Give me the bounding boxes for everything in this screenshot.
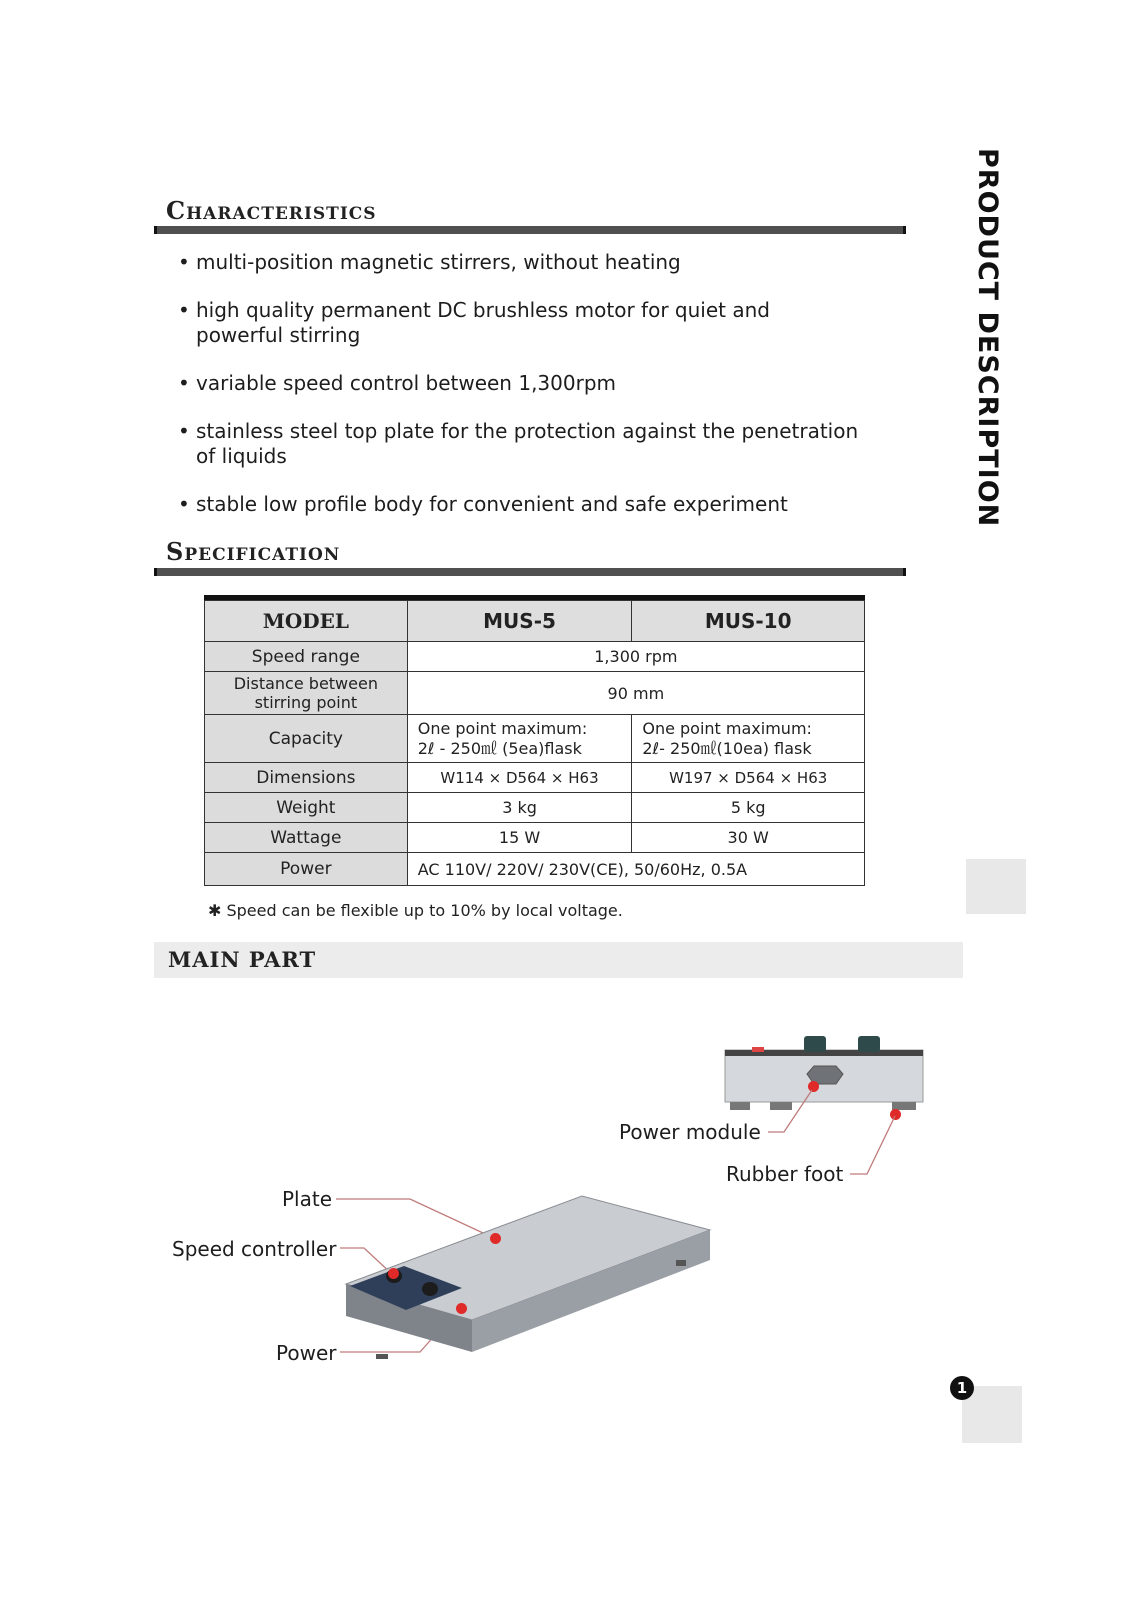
cell-value: 5 kg xyxy=(632,793,865,823)
page-number: 1 xyxy=(950,1376,974,1400)
rubber-foot-marker xyxy=(890,1109,901,1120)
label-power: Power xyxy=(276,1341,337,1365)
header-mus10: MUS-10 xyxy=(632,601,865,642)
row-label: Weight xyxy=(205,793,408,823)
plate-marker xyxy=(490,1233,501,1244)
label-plate: Plate xyxy=(282,1187,333,1211)
bullet-item: • high quality permanent DC brushless motor for quiet and powerful stirring xyxy=(178,298,898,348)
table-row xyxy=(205,793,865,823)
table-row xyxy=(205,853,865,886)
characteristics-rule xyxy=(154,226,906,234)
characteristics-title: Characteristics xyxy=(166,196,377,225)
characteristics-list xyxy=(178,250,898,540)
bullet-item: • multi-position magnetic stirrers, without heating xyxy=(178,250,898,275)
header-mus5: MUS-5 xyxy=(407,601,632,642)
row-label: Dimensions xyxy=(205,763,408,793)
specification-rule xyxy=(154,568,906,576)
table-header-row xyxy=(205,601,865,642)
specification-title: Specification xyxy=(166,537,341,566)
cell-value: 90 mm xyxy=(407,672,864,715)
table-row xyxy=(205,715,865,763)
speed-controller-marker xyxy=(388,1268,399,1279)
label-rubber-foot: Rubber foot xyxy=(726,1162,844,1186)
row-label: Wattage xyxy=(205,823,408,853)
cell-value: W197 × D564 × H63 xyxy=(632,763,865,793)
row-label: Speed range xyxy=(205,642,408,672)
row-label: Power xyxy=(205,853,408,886)
cell-value: AC 110V/ 220V/ 230V(CE), 50/60Hz, 0.5A xyxy=(407,853,864,886)
header-model: MODEL xyxy=(205,601,408,642)
label-speed-controller: Speed controller xyxy=(172,1237,337,1261)
cell-value: One point maximum: 2ℓ - 250㎖ (5ea)flask xyxy=(407,715,632,763)
cell-value: 1,300 rpm xyxy=(407,642,864,672)
label-power-module: Power module xyxy=(619,1120,761,1144)
side-tab xyxy=(966,859,1026,914)
table-row xyxy=(205,823,865,853)
bullet-item: • stable low profile body for convenient and safe experiment xyxy=(178,492,898,517)
spec-note: ✱ Speed can be flexible up to 10% by local voltage. xyxy=(208,901,623,920)
table-row xyxy=(205,763,865,793)
power-module-marker xyxy=(808,1081,819,1092)
cell-value: 3 kg xyxy=(407,793,632,823)
table-row xyxy=(205,642,865,672)
side-title: PRODUCT DESCRIPTION xyxy=(972,148,1003,528)
table-row xyxy=(205,672,865,715)
bullet-item: • variable speed control between 1,300rpm xyxy=(178,371,898,396)
cell-value: 30 W xyxy=(632,823,865,853)
power-marker xyxy=(456,1303,467,1314)
bullet-item: • stainless steel top plate for the protection against the penetration of liquids xyxy=(178,419,898,469)
row-label: Distance between stirring point xyxy=(205,672,408,715)
spec-table xyxy=(204,600,865,886)
main-part-title: MAIN PART xyxy=(168,947,317,972)
row-label: Capacity xyxy=(205,715,408,763)
spec-table-wrap xyxy=(204,595,865,886)
cell-value: 15 W xyxy=(407,823,632,853)
cell-value: W114 × D564 × H63 xyxy=(407,763,632,793)
back-view-illustration xyxy=(722,1032,926,1116)
cell-value: One point maximum: 2ℓ- 250㎖(10ea) flask xyxy=(632,715,865,763)
